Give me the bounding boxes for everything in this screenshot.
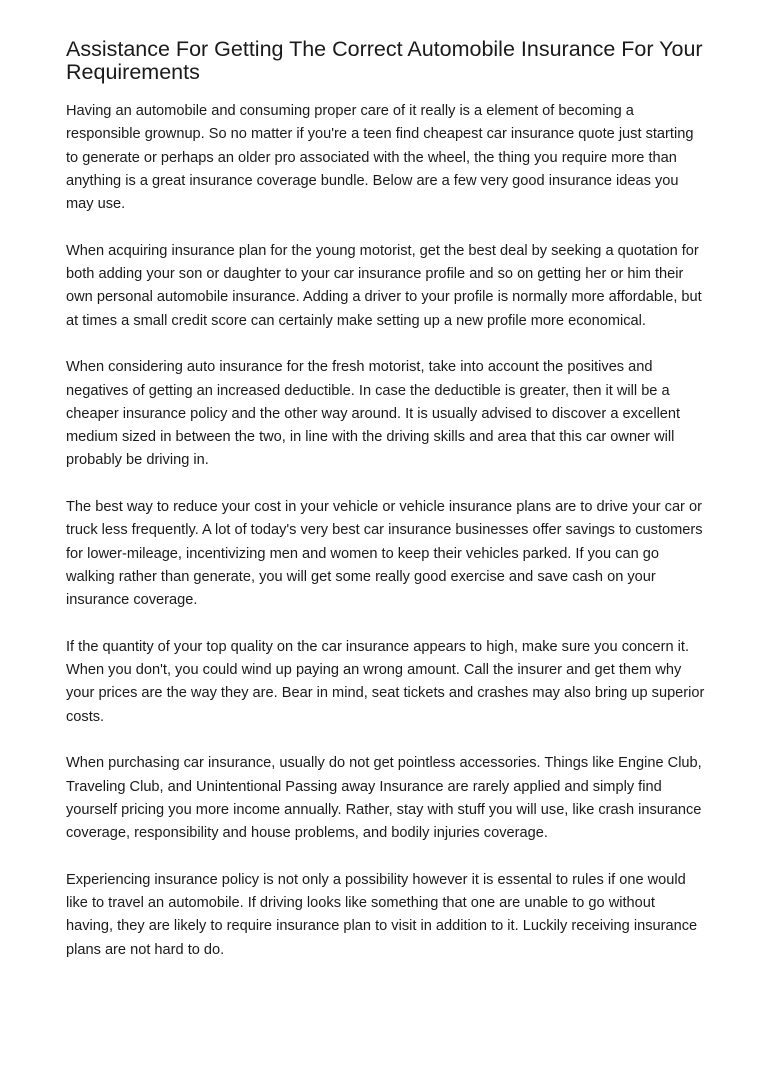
document-title: Assistance For Getting The Correct Automobile Insurance For Your Requirements xyxy=(66,37,703,84)
paragraph-6: When purchasing car insurance, usually do not get pointless accessories. Things like Engine Club, Traveling Club, and Unintentional Passing away Insurance are rarely applied and simply find yourself pricing you more income annually. Rather, stay with stuff you will use, like crash insurance coverage, responsibility and house problems, and bodily injuries coverage. xyxy=(66,755,702,842)
paragraph-7: Experiencing insurance policy is not only a possibility however it is essental to rules if one would like to travel an automobile. If driving looks like something that one are unable to go without having, they are likely to require insurance plan to visit in addition to it. Luckily receiving insurance plans are not hard to do. xyxy=(66,871,698,958)
paragraph-2: When acquiring insurance plan for the young motorist, get the best deal by seeking a quotation for both adding your son or daughter to your car insurance profile and so on getting her or him their own personal automobile insurance. Adding a driver to your profile is normally more affordable, but at times a small credit score can certainly make setting up a new profile more economical. xyxy=(66,242,702,329)
paragraph-3: When considering auto insurance for the fresh motorist, take into account the positives and negatives of getting an increased deductible. In case the deductible is greater, then it will be a cheaper insurance policy and the other way around. It is usually advised to discover a excellent medium sized in between the two, in line with the driving skills and area that this car owner will probably be driving in. xyxy=(66,359,681,469)
paragraph-1: Having an automobile and consuming proper care of it really is a element of becoming a responsible grownup. So no matter if you're a teen find cheapest car insurance quote just starting to generate or perhaps an older pro associated with the wheel, the thing you require more than anything is a great insurance coverage bundle. Below are a few very good insurance ideas you may use. xyxy=(66,103,694,213)
document-page xyxy=(66,38,706,985)
paragraph-4: The best way to reduce your cost in your vehicle or vehicle insurance plans are to drive your car or truck less frequently. A lot of today's very best car insurance businesses offer savings to customers for lower-mileage, incentivizing men and women to keep their vehicles parked. If you can go walking rather than generate, you will get some really good exercise and save cash on your insurance coverage. xyxy=(66,499,703,609)
paragraph-5: If the quantity of your top quality on the car insurance appears to high, make sure you concern it. When you don't, you could wind up paying an wrong amount. Call the insurer and get them why your prices are the way they are. Bear in mind, seat tickets and crashes may also bring up superior costs. xyxy=(66,638,705,725)
